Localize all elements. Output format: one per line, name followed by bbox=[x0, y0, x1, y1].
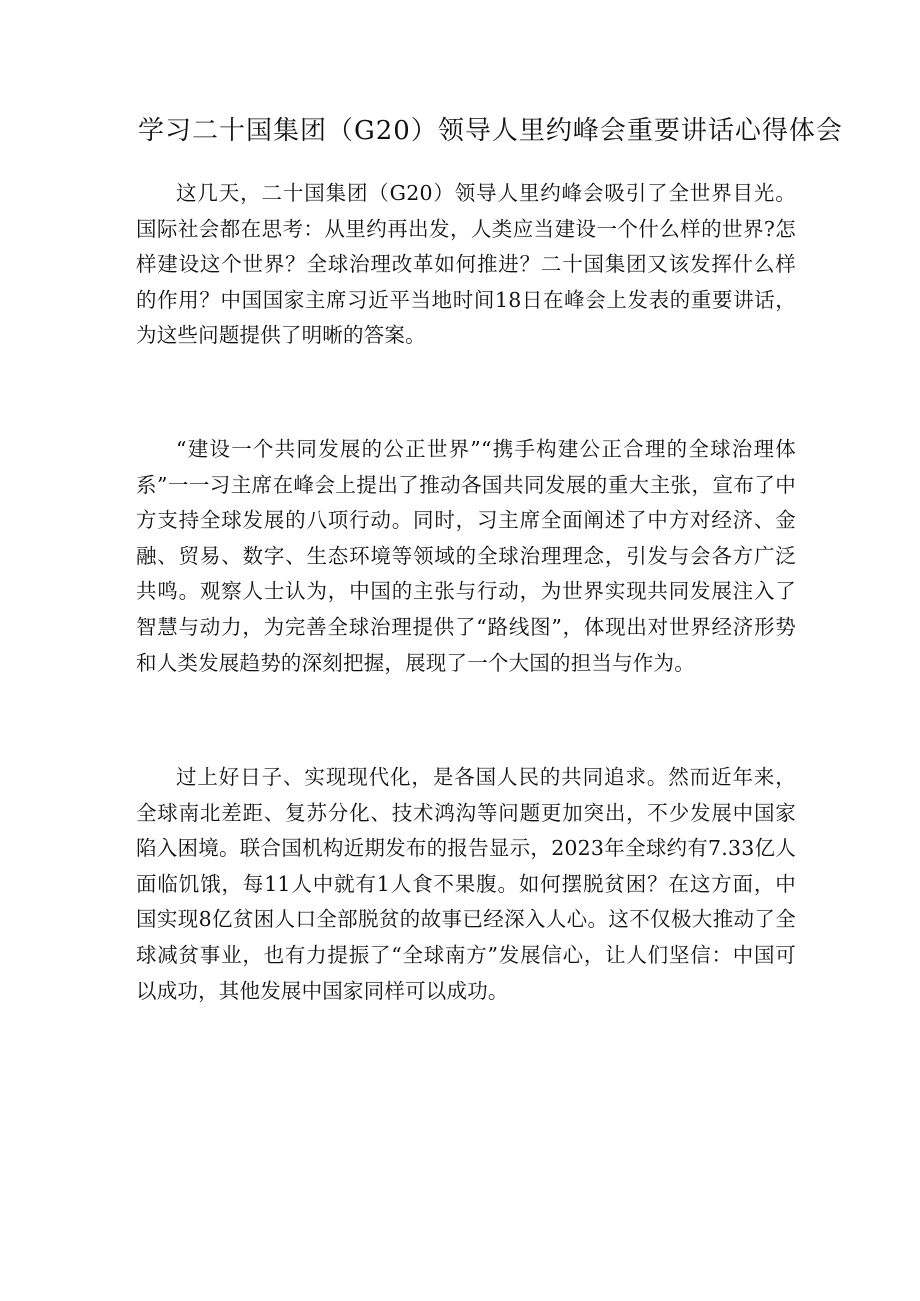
document-title: 学习二十国集团（G20）领导人里约峰会重要讲话心得体会 bbox=[138, 116, 843, 146]
paragraph-2: “建设一个共同发展的公正世界”“携手构建公正合理的全球治理体系”一一习主席在峰会上提出了推动各国共同发展的重大主张，宣布了中方支持全球发展的八项行动。同时，习主席全面阐述了中方对经济、金融、贸易、数字、生态环境等领域的全球治理理念，引发与会各方广泛共鸣。观察人士认为，中国的主张与行动，为世界实现共同发展注入了智慧与动力，为完善全球治理提供了“路线图”，体现出对世界经济形势和人类发展趋势的深刻把握，展现了一个大国的担当与作为。 bbox=[136, 437, 796, 675]
paragraph-3: 过上好日子、实现现代化，是各国人民的共同追求。然而近年来，全球南北差距、复苏分化、技术鸿沟等问题更加突出，不少发展中国家陷入困境。联合国机构近期发布的报告显示，2023年全球约有7.33亿人面临饥饿，每11人中就有1人食不果腹。如何摆脱贫困？在这方面，中国实现8亿贫困人口全部脱贫的故事已经深入人心。这不仅极大推动了全球减贫事业，也有力提振了“全球南方”发展信心，让人们坚信：中国可以成功，其他发展中国家同样可以成功。 bbox=[136, 765, 796, 1003]
paragraph-1: 这几天，二十国集团（G20）领导人里约峰会吸引了全世界目光。国际社会都在思考：从里约再出发，人类应当建设一个什么样的世界?怎样建设这个世界？全球治理改革如何推进？二十国集团又该发挥什么样的作用？中国国家主席习近平当地时间18日在峰会上发表的重要讲话，为这些问题提供了明晰的答案。 bbox=[136, 181, 796, 348]
